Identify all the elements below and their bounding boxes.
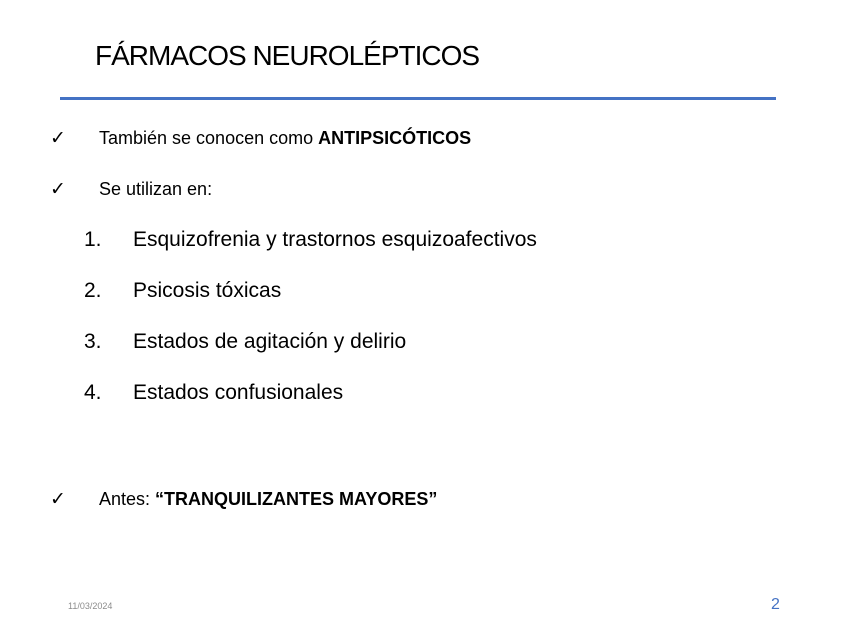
list-item-text: Estados de agitación y delirio	[133, 330, 407, 353]
list-item-text: Estados confusionales	[133, 381, 344, 404]
list-item	[84, 226, 537, 277]
bullet-text-bold: ANTIPSICÓTICOS	[318, 128, 472, 148]
footer-date: 11/03/2024	[68, 601, 113, 611]
check-mark-icon: ✓	[50, 128, 66, 149]
bullet-item-formerly	[50, 487, 437, 512]
list-item	[84, 379, 537, 430]
bullet-text-regular: También se conocen como	[99, 128, 319, 148]
bullet-item-antipsicoticos	[50, 126, 471, 151]
check-mark-icon: ✓	[50, 489, 66, 510]
bullet-text-regular: Antes:	[99, 489, 156, 509]
list-number: 4.	[84, 381, 102, 404]
bullet-text	[99, 128, 471, 148]
list-number: 3.	[84, 330, 102, 353]
list-item	[84, 277, 537, 328]
check-mark-icon: ✓	[50, 179, 66, 200]
list-item	[84, 328, 537, 379]
page-number: 2	[771, 596, 780, 613]
slide-title: FÁRMACOS NEUROLÉPTICOS	[95, 40, 480, 71]
bullet-text	[99, 489, 437, 509]
list-number: 2.	[84, 279, 102, 302]
list-number: 1.	[84, 228, 102, 251]
list-item-text: Psicosis tóxicas	[133, 279, 282, 302]
bullet-item-uses	[50, 177, 212, 202]
bullet-text-regular: Se utilizan en:	[99, 179, 213, 199]
bullet-text-bold: “TRANQUILIZANTES MAYORES”	[155, 489, 438, 509]
bullet-text	[99, 179, 212, 199]
title-underline	[60, 97, 776, 100]
list-item-text: Esquizofrenia y trastornos esquizoafectivos	[133, 228, 537, 251]
uses-numbered-list	[84, 226, 537, 430]
